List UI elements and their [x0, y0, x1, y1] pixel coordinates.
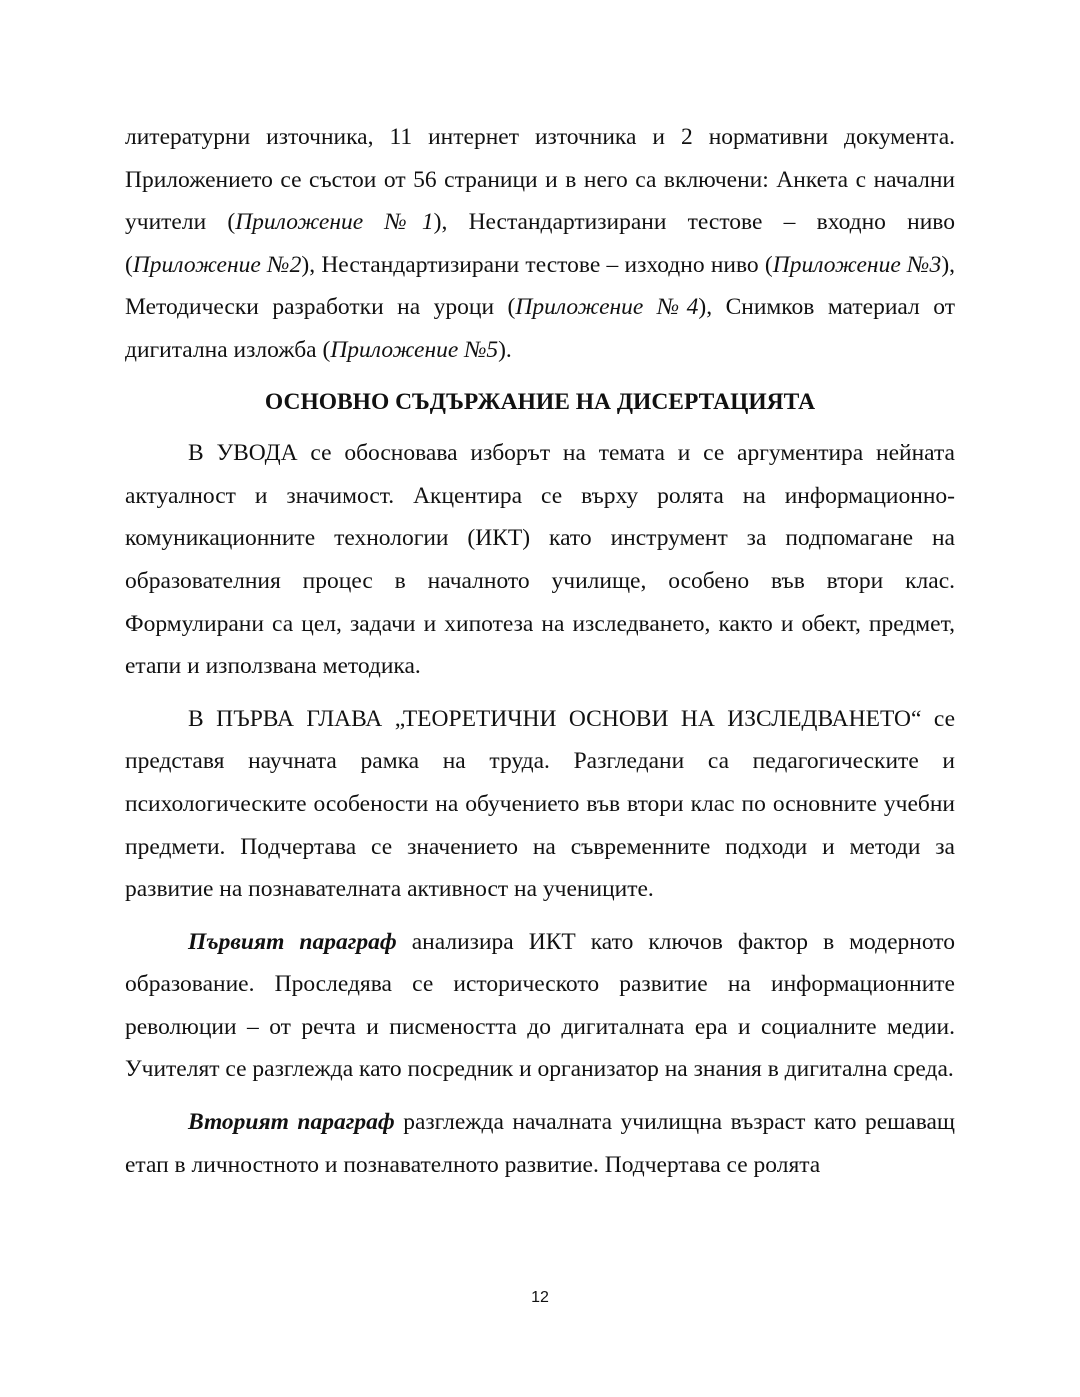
appendix-ref-5: Приложение №5: [330, 336, 499, 363]
paragraph-text: ), Методически разработки на уроци (: [125, 251, 956, 321]
appendix-ref-1: Приложение №1: [235, 209, 434, 236]
paragraph-text: ).: [498, 336, 512, 363]
paragraph-text: анализира ИКТ като ключов фактор в модерното образование. Проследява се историческото развитие на информационните революции – от речта и писмеността до дигиталната ера и социалните медии. Учителят се разглежда като посредник и организатор на знания в дигитална среда.: [125, 928, 955, 1083]
paragraph-appendices: [125, 116, 955, 372]
paragraph-lead: Вторият параграф: [188, 1109, 395, 1136]
paragraph-first-section: [125, 921, 955, 1091]
appendix-ref-4: Приложение №4: [515, 294, 699, 321]
page-number: 12: [531, 1289, 549, 1306]
paragraph-text: разглежда началната училищна възраст като решаващ етап в личностното и познавателното развитие. Подчертава се ролята: [125, 1109, 956, 1178]
paragraph-text: ), Нестандартизирани тестове – изходно ниво (: [301, 251, 773, 278]
paragraph-text: ), Снимков материал от дигитална изложба (: [125, 294, 955, 363]
section-heading: ОСНОВНО СЪДЪРЖАНИЕ НА ДИСЕРТАЦИЯТА: [264, 388, 816, 415]
paragraph-second-section: [125, 1101, 955, 1186]
paragraph-text: литературни източника, 11 интернет източника и 2 нормативни документа. Приложението се състои от 56 страници и в него са включени: Анкета с начални учители (: [125, 124, 955, 236]
paragraph-chapter-one: В ПЪРВА ГЛАВА „ТЕОРЕТИЧНИ ОСНОВИ НА ИЗСЛЕДВАНЕТО“ се представя научната рамка на труда. Разгледани са педагогическите и психологическите особености на обучението във втори клас по основните учебни предмети. Подчертава се значението на съвременните подходи и методи за развитие на познавателната активност на учениците.: [125, 705, 955, 903]
paragraph-lead: Първият параграф: [188, 928, 397, 955]
paragraph-introduction: В УВОДА се обосновава изборът на темата и се аргументира нейната актуалност и значимост. Акцентира се върху ролята на информационно-комуникационните технологии (ИКТ) като инструмент за подпомагане на образователния процес в началното училище, особено във втори клас. Формулирани са цел, задачи и хипотеза на изследването, както и обект, предмет, етапи и използвана методика.: [125, 440, 955, 680]
paragraph-text: ), Нестандартизирани тестове – входно ниво (: [125, 209, 955, 278]
appendix-ref-2: Приложение №2: [132, 251, 302, 278]
body-text: [125, 116, 955, 1186]
appendix-ref-3: Приложение №3: [772, 251, 942, 278]
